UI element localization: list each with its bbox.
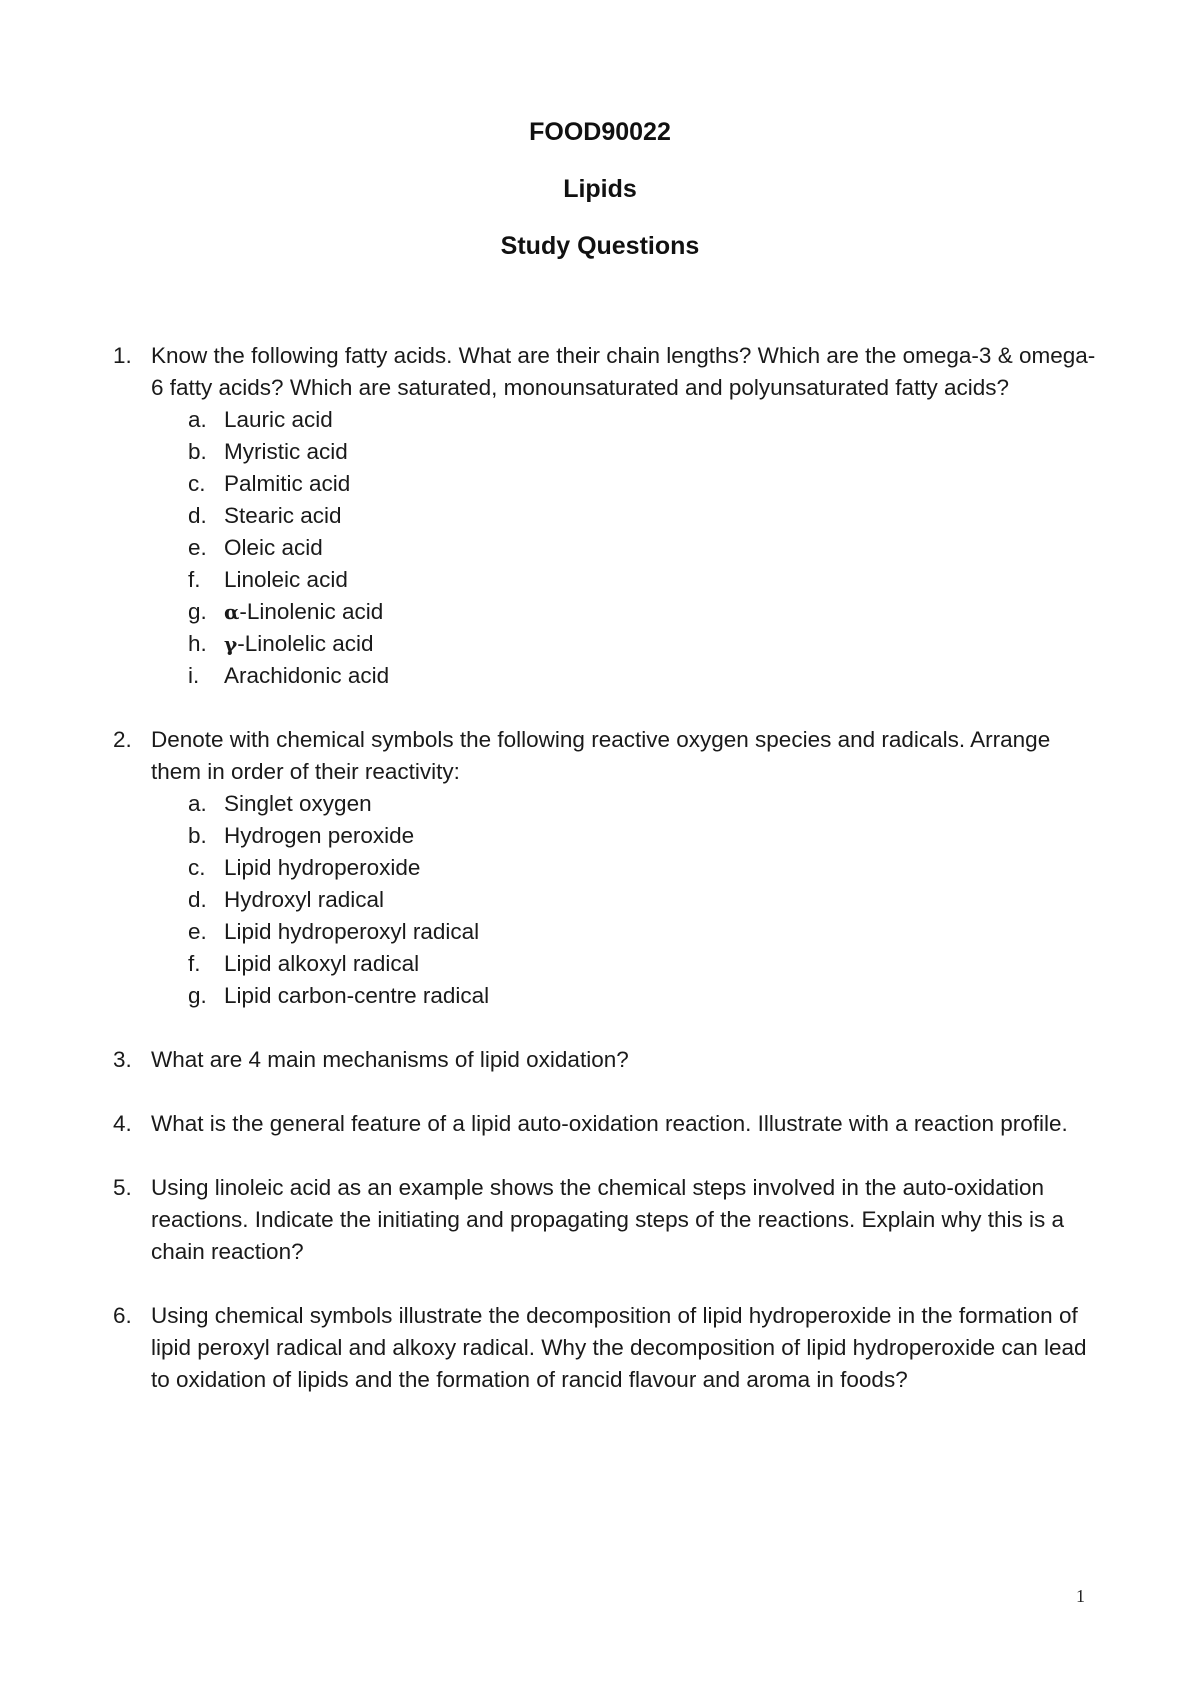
question-text: Denote with chemical symbols the following reactive oxygen species and radicals. Arrange them in order of their reactivity:: [151, 727, 1051, 784]
item-text: Lauric acid: [224, 407, 333, 432]
question-number: 5.: [113, 1175, 132, 1200]
item-text: Lipid alkoxyl radical: [224, 951, 420, 976]
list-item: [151, 628, 1100, 660]
item-text: Lipid carbon-centre radical: [224, 983, 490, 1008]
item-text: Linoleic acid: [224, 567, 348, 592]
list-item: [151, 820, 1100, 852]
topic-heading: Lipids: [563, 175, 637, 203]
question-text: Know the following fatty acids. What are their chain lengths? Which are the omega-3 & omega-6 fatty acids? Which are saturated, monounsaturated and polyunsaturated fatty acids?: [151, 343, 1096, 400]
question-6: [0, 1300, 1200, 1396]
item-letter: f.: [188, 567, 201, 592]
item-letter: a.: [188, 791, 207, 816]
question-text: Using chemical symbols illustrate the decomposition of lipid hydroperoxide in the formation of lipid peroxyl radical and alkoxy radical. Why the decomposition of lipid hydroperoxide can lead to oxidation of lipids and the formation of rancid flavour and aroma in foods?: [151, 1303, 1087, 1392]
question-number: 4.: [113, 1111, 132, 1136]
greek-gamma-symbol: γ: [224, 632, 238, 656]
question-list: [0, 340, 1200, 1428]
item-text: -Linolelic acid: [237, 631, 374, 656]
item-letter: c.: [188, 855, 206, 880]
list-item: [151, 916, 1100, 948]
question-number: 3.: [113, 1047, 132, 1072]
list-item: [151, 596, 1100, 628]
item-letter: c.: [188, 471, 206, 496]
item-text: Hydrogen peroxide: [224, 823, 415, 848]
list-item: [151, 404, 1100, 436]
item-letter: a.: [188, 407, 207, 432]
item-letter: e.: [188, 919, 207, 944]
list-item: [151, 948, 1100, 980]
item-letter: g.: [188, 983, 207, 1008]
list-item: [151, 468, 1100, 500]
list-item: [151, 884, 1100, 916]
item-letter: b.: [188, 439, 207, 464]
item-letter: d.: [188, 887, 207, 912]
question-text: What is the general feature of a lipid auto-oxidation reaction. Illustrate with a reaction profile.: [151, 1111, 1068, 1136]
item-letter: i.: [188, 663, 200, 688]
item-letter: h.: [188, 631, 207, 656]
item-text: -Linolenic acid: [239, 599, 384, 624]
question-text: Using linoleic acid as an example shows the chemical steps involved in the auto-oxidation reactions. Indicate the initiating and propagating steps of the reactions. Explain why this is a chain reaction?: [151, 1175, 1065, 1264]
course-code-heading: FOOD90022: [529, 118, 671, 146]
item-letter: b.: [188, 823, 207, 848]
item-text: Oleic acid: [224, 535, 323, 560]
question-4: [0, 1108, 1200, 1140]
question-1: [0, 340, 1200, 692]
item-letter: e.: [188, 535, 207, 560]
question-text: What are 4 main mechanisms of lipid oxidation?: [151, 1047, 629, 1072]
item-text: Palmitic acid: [224, 471, 351, 496]
fatty-acid-list: [151, 404, 1100, 692]
list-item: [151, 564, 1100, 596]
item-letter: f.: [188, 951, 201, 976]
greek-alpha-symbol: α: [224, 600, 240, 624]
question-number: 1.: [113, 343, 132, 368]
item-text: Stearic acid: [224, 503, 342, 528]
list-item: [151, 852, 1100, 884]
list-item: [151, 500, 1100, 532]
item-text: Hydroxyl radical: [224, 887, 385, 912]
question-number: 2.: [113, 727, 132, 752]
item-text: Lipid hydroperoxide: [224, 855, 421, 880]
item-text: Singlet oxygen: [224, 791, 372, 816]
question-number: 6.: [113, 1303, 132, 1328]
list-item: [151, 980, 1100, 1012]
list-item: [151, 660, 1100, 692]
list-item: [151, 532, 1100, 564]
reactive-species-list: [151, 788, 1100, 1012]
list-item: [151, 436, 1100, 468]
question-2: [0, 724, 1200, 1012]
item-letter: g.: [188, 599, 207, 624]
item-text: Arachidonic acid: [224, 663, 390, 688]
question-5: [0, 1172, 1200, 1268]
item-text: Myristic acid: [224, 439, 348, 464]
question-3: [0, 1044, 1200, 1076]
list-item: [151, 788, 1100, 820]
page-number: 1: [1076, 1586, 1085, 1606]
item-text: Lipid hydroperoxyl radical: [224, 919, 480, 944]
item-letter: d.: [188, 503, 207, 528]
subtitle-heading: Study Questions: [500, 232, 700, 260]
